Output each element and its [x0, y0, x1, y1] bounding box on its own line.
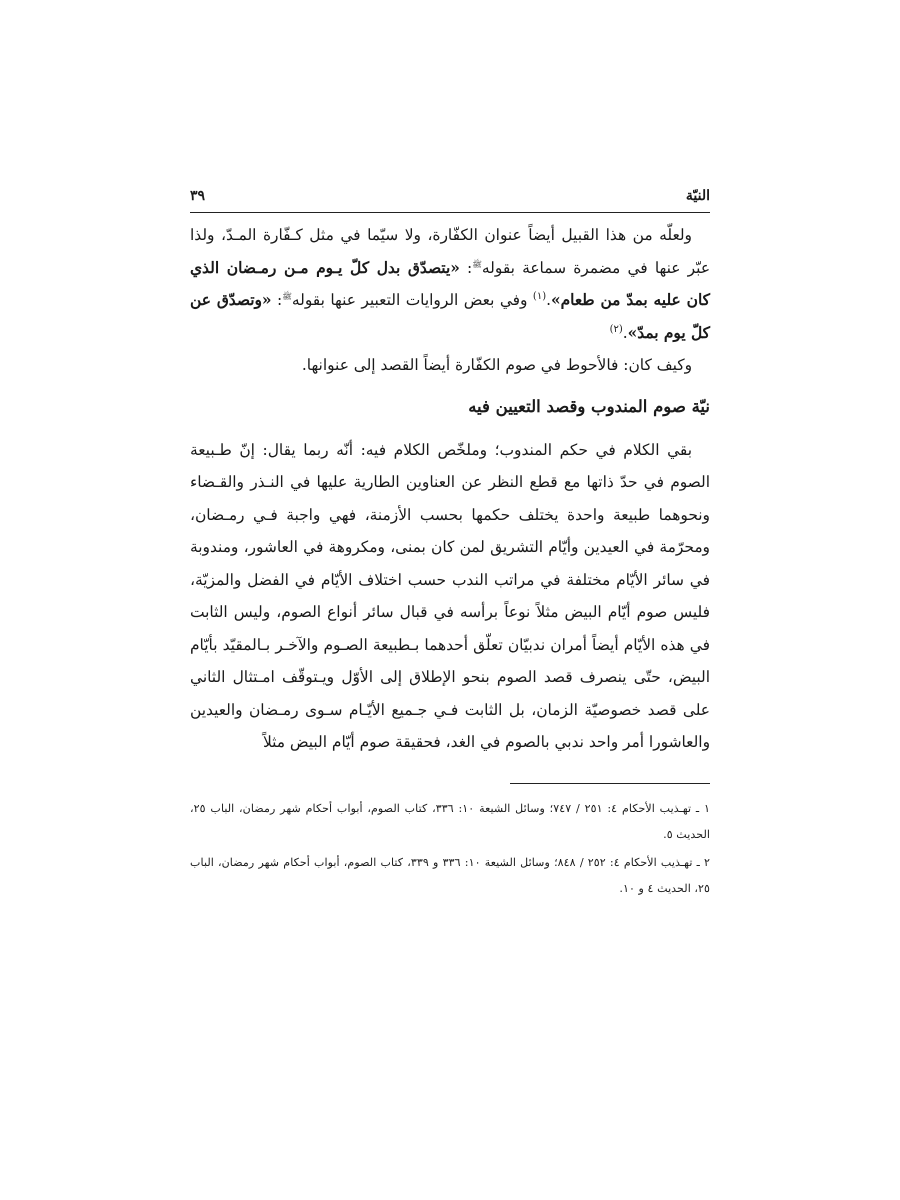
hadith-quote: «وتصدّق عن كلّ يوم بمدّ»: [190, 291, 710, 342]
text-run: :: [271, 291, 283, 309]
text-run: وفي بعض الروايات التعبير عنها بقوله: [291, 291, 533, 309]
text-run: .: [546, 291, 552, 309]
honorific-mark: ﷺ: [472, 259, 482, 269]
text-run: :: [459, 258, 473, 277]
footnotes: [190, 796, 710, 902]
running-header: [190, 186, 710, 213]
footnote-ref-2[interactable]: (٢): [609, 323, 623, 335]
paragraph-precaution: [190, 349, 710, 382]
body-text: [190, 219, 710, 759]
paragraph-mandub: بقي الكلام في حكم المندوب؛ وملخّص الكلام فيه: أنّه ربما يقال: إنّ طـبيعة الصوم في حدّ ذاتها مع قطع النظر عن العناوين الطارية عليها في النـذر والقـضاء ونحوهما طبيعة واحدة يختلف حكمها بحسب الأزمنة، فهي واجبة فـي رمـضان، ومحرّمة في العيدين وأيّام التشريق لمن كان بمنى، ومكروهة في العاشور، ومندوبة في سائر الأيّام مختلفة في مراتب الندب حسب اختلاف الأيّام في الفضل والمزيّة، فليس صوم أيّام البيض مثلاً نوعاً برأسه في قبال سائر أنواع الصوم، وليس الثابت في هذه الأيّام أيضاً أمران ندبيّان تعلّق أحدهما بـطبيعة الصـوم والآخـر بـالمقيّد بأيّام البيض، حتّى ينصرف قصد الصوم بنحو الإطلاق إلى الأوّل ويـتوقّف امـتثال الثاني على قصد خصوصيّة الزمان، بل الثابت فـي جـميع الأيّـام سـوى رمـضان والعيدين والعاشورا أمر واحد ندبي بالصوم في الغد، فحقيقة صوم أيّام البيض مثلاً: [190, 440, 710, 751]
text-run: ولعلّه من هذا القبيل أيضاً عنوان الكفّارة، ولا سيّما في مثل كـفّارة المـدّ، ولذا عبّر عنها في مضمرة سماعة بقوله: [190, 226, 711, 277]
footnote-1: ١ ـ تهـذيب الأحكام ٤: ٢٥١ / ٧٤٧؛ وسائل الشيعة ١٠: ٣٣٦، كتاب الصوم، أبواب أحكام شهر رمضان، الباب ٢٥، الحديث ٥.: [190, 801, 710, 841]
section-heading: نيّة صوم المندوب وقصد التعيين فيه: [468, 396, 710, 416]
footnote-divider: [510, 783, 710, 784]
book-page: [190, 186, 710, 1006]
footnote-2: ٢ ـ تهـذيب الأحكام ٤: ٢٥٢ / ٨٤٨؛ وسائل الشيعة ١٠: ٣٣٦ و ٣٣٩، كتاب الصوم، أبواب أحكام شهر رمضان، الباب ٢٥، الحديث ٤ و ١٠.: [190, 855, 711, 895]
hadith-quote: «يتصدّق بدل كلّ يـوم مـن رمـضان الذي كان عليه بمدّ من طعام»: [190, 258, 710, 309]
page-number: ٣٩: [190, 188, 206, 204]
footnote-ref-1[interactable]: (١): [532, 290, 547, 302]
text-run: .: [622, 323, 628, 342]
paragraph-kaffara: [190, 219, 710, 349]
honorific-mark: ﷺ: [282, 291, 292, 301]
text-run: وكيف كان: فالأحوط في صوم الكفّارة أيضاً القصد إلى عنوانها.: [301, 356, 692, 374]
chapter-title: النيّة: [685, 188, 710, 204]
